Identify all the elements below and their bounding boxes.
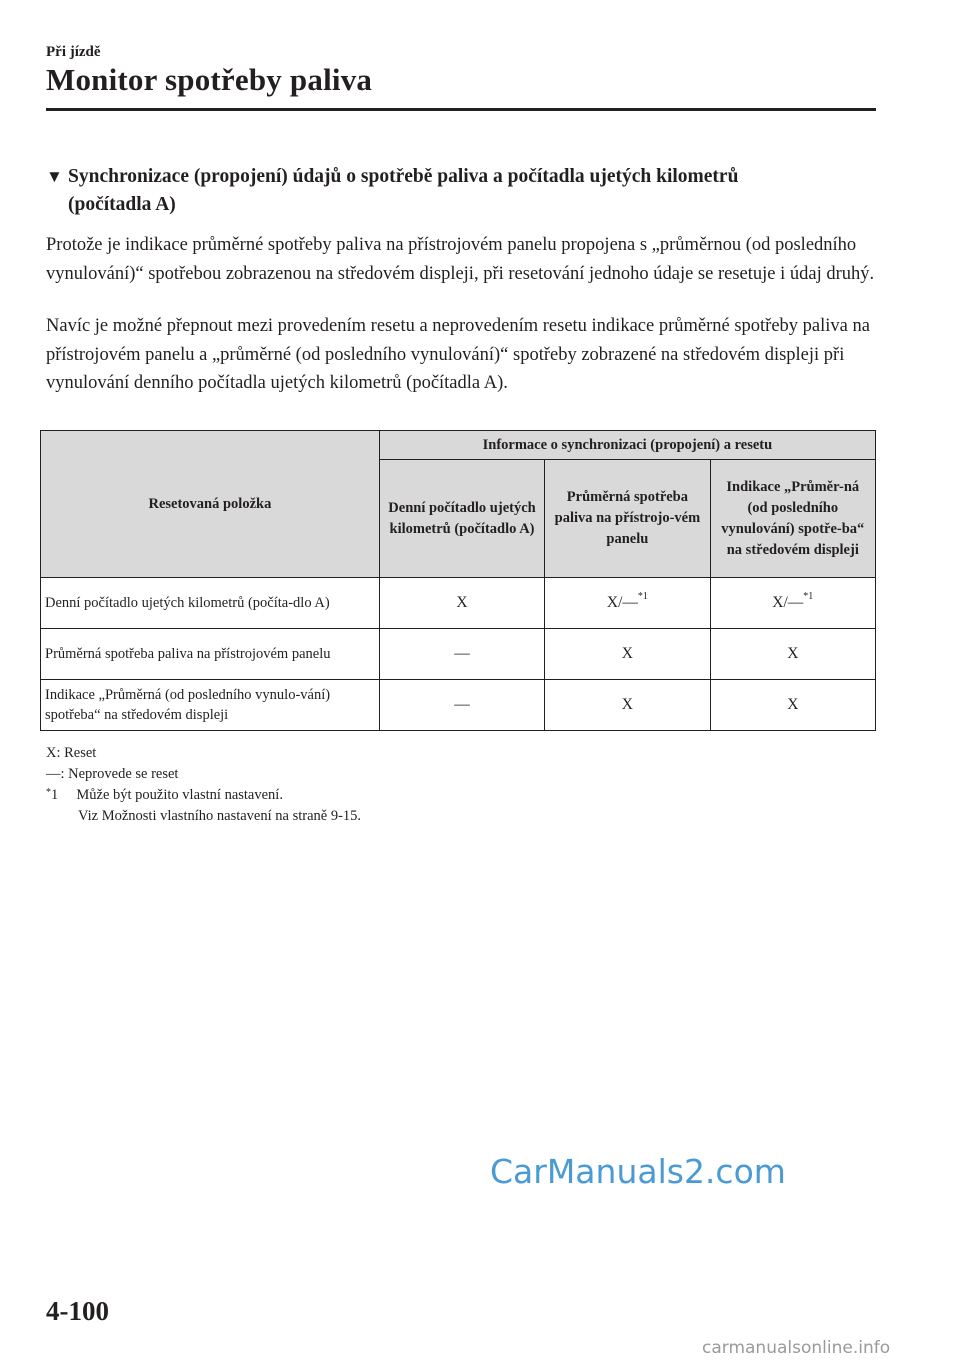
table-header-row [41,431,876,460]
header-center-display-avg: Indikace „Průměr-ná (od posledního vynulování) spotře-ba“ na středovém displeji [710,460,875,578]
cell-value: X [545,629,710,680]
cell-value: X/—$^{*1}$ [710,578,875,629]
subsection-heading [46,163,876,219]
paragraph-sync: Protože je indikace průměrné spotřeby paliva na přístrojovém panelu propojena s „průměrnou (od posledního vynulování)“ spotřebou zobrazenou na středovém displeji, při resetování jednoho údaje se resetuje i údaj druhý. [46,235,875,284]
cell-value: — [379,680,544,731]
section-label: Při jízdě [46,44,101,60]
footnote-ref: *1 [637,591,648,602]
row-label: Denní počítadlo ujetých kilometrů (počíta-dlo A) [41,578,380,629]
watermark-logo: CarManuals2.com [490,1152,786,1191]
row-label: Indikace „Průměrná (od posledního vynulo-vání) spotřeba“ na středovém displeji [41,680,380,731]
cell-value: X [545,680,710,731]
table-notes [46,743,361,827]
header-sync-info: Informace o synchronizaci (propojení) a resetu [379,431,875,460]
cell-value: X [379,578,544,629]
table-row [41,629,876,680]
header-trip-meter: Denní počítadlo ujetých kilometrů (počítadlo A) [379,460,544,578]
cell-value: X [710,680,875,731]
table-row [41,578,876,629]
footnote-1 [46,785,361,806]
note-x: X: Reset [46,745,97,761]
cell-value: — [379,629,544,680]
paragraph-reset-option: Navíc je možné přepnout mezi provedením resetu a neprovedením resetu indikace průměrné spotřeby paliva na přístrojovém panelu a „průměrné (od posledního vynulování)“ spotřeby zobrazené na středovém displeji při vynulování denního počítadla ujetých kilometrů (počítadla A). [46,316,870,393]
cell-value: X/—$^{*1}$ [545,578,710,629]
page-title: Monitor spotřeby paliva [46,62,373,97]
heading-line-1: Synchronizace (propojení) údajů o spotřebě paliva a počítadla ujetých kilometrů [68,166,739,187]
footer-site-watermark: carmanualsonline.info [702,1338,891,1358]
footnote-ref: *1 [803,591,814,602]
footnote-number: 1 [51,787,59,803]
title-divider [46,108,876,111]
heading-line-2: (počítadla A) [68,194,176,215]
note-dash: —: Neprovede se reset [46,766,179,782]
row-label: Průměrná spotřeba paliva na přístrojovém panelu [41,629,380,680]
header-reset-item: Resetovaná položka [41,431,380,578]
triangle-bullet-icon: ▼ [46,167,63,186]
cell-value: X [710,629,875,680]
table-row [41,680,876,731]
footnote-text: Může být použito vlastní nastavení. [76,787,283,803]
footnote-mark: * [46,787,51,798]
page-number: 4-100 [46,1296,109,1326]
footnote-ref-text: Viz Možnosti vlastního nastavení na straně 9-15. [78,808,362,824]
sync-table [40,430,876,731]
header-instrument-avg: Průměrná spotřeba paliva na přístrojo-vém panelu [545,460,710,578]
